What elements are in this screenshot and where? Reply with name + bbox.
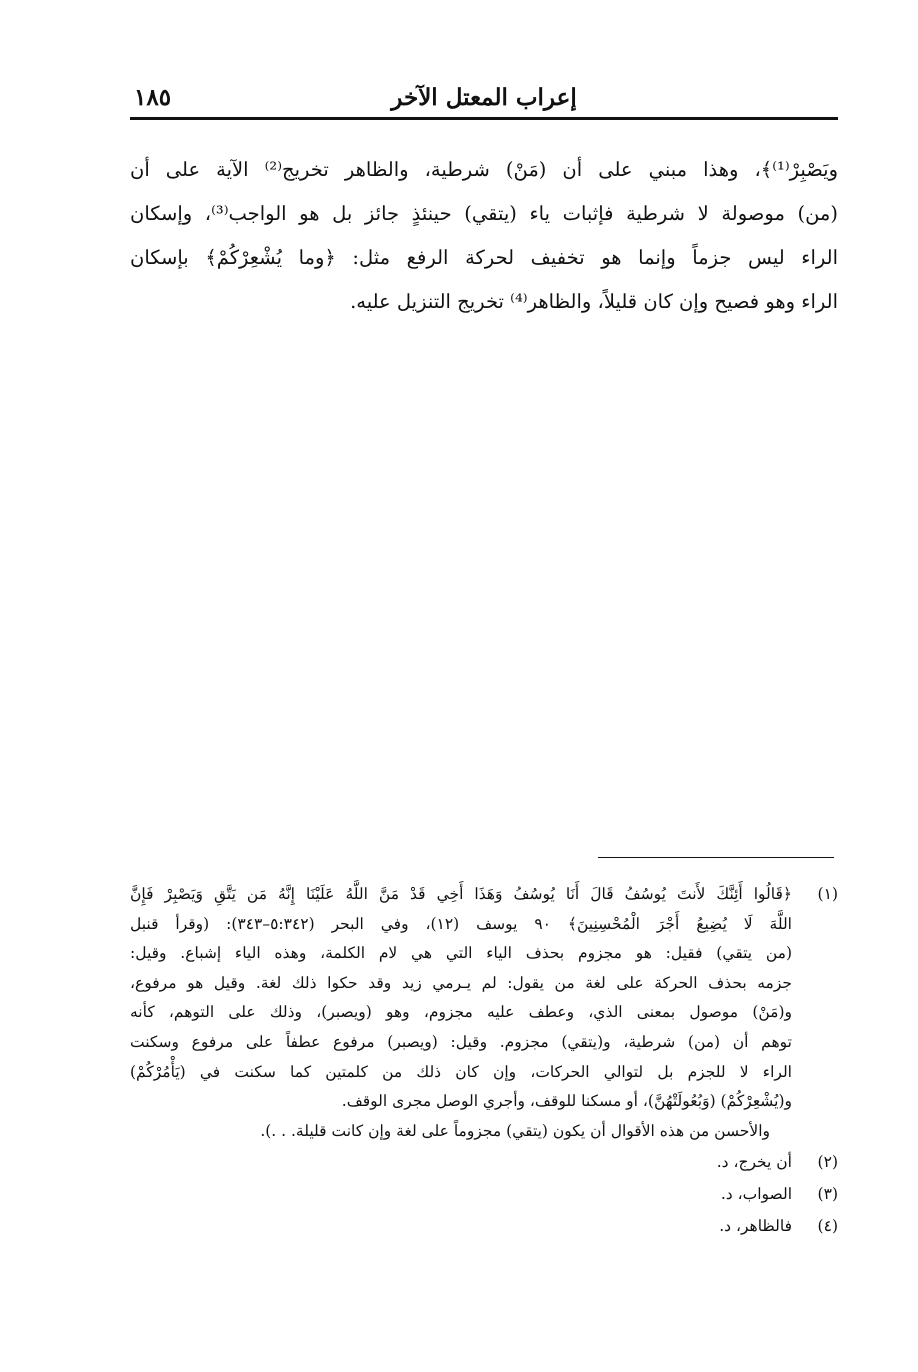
footnote-closing: والأحسن من هذه الأقوال أن يكون (يتقي) مجزوماً على لغة وإن كانت قليلة. . .). bbox=[260, 1121, 770, 1140]
footnote-line: الراء لا للجزم بل لتوالي الحركات، وإن كان ذلك من كلمتين كما سكنت في (يَأْمُرْكُمْ) bbox=[130, 1062, 792, 1081]
page-header bbox=[130, 84, 838, 118]
footnote-line: فالظاهر، د. bbox=[719, 1216, 792, 1235]
page-number: ١٨٥ bbox=[134, 84, 172, 111]
footnote-line: و(يُشْعِرْكُمْ) (وَبُعُولَتْهُنَّ)، أو مسكنا للوقف، وأجري الوصل مجرى الوقف. bbox=[341, 1092, 792, 1111]
footnote-line: الصواب، د. bbox=[720, 1184, 792, 1203]
body-line: (من) موصولة لا شرطية فإثبات ياء (يتقي) حينئذٍ جائز بل هو الواجب⁽³⁾، وإسكان bbox=[130, 202, 838, 225]
footnote-number: (٢) bbox=[817, 1153, 838, 1172]
main-text bbox=[130, 148, 838, 324]
footnote-line: (من يتقي) فقيل: هو مجزوم بحذف الياء التي هي لام الكلمة، وهذه الياء إشباع. وقيل: bbox=[130, 944, 792, 963]
footnotes bbox=[130, 880, 838, 1241]
footnote-line: ﴿قَالُوا أَئِنَّكَ لأَنتَ يُوسُفُ قَالَ أَنَا يُوسُفُ وَهَذَا أَخِي قَدْ مَنَّ اللَّهُ عَلَيْنَا إِنَّهُ مَن يَتَّقِ وَيَصْبِرْ فَإِنَّ bbox=[130, 885, 792, 903]
body-line: الراء ليس جزماً وإنما هو تخفيف لحركة الرفع مثل: ﴿وما يُشْعِرْكُمْ﴾ بإسكان bbox=[130, 246, 838, 269]
footnote-line: و(مَنْ) موصول بمعنى الذي، وعطف عليه مجزوم، وهو (ويصبر)، وذلك على التوهم، كأنه bbox=[130, 1003, 792, 1022]
body-line: ويَصْبِرْ⁽¹⁾﴾، وهذا مبني على أن (مَنْ) شرطية، والظاهر تخريج⁽²⁾ الآية على أن bbox=[130, 158, 838, 181]
footnote-line: جزمه بحذف الحركة على لغة من يقول: لم يـرمي زيد وقد حكوا ذلك لغة. وقيل هو مرفوع، bbox=[130, 973, 792, 992]
footnote-number: (٤) bbox=[817, 1216, 838, 1235]
footnote-number: (١) bbox=[817, 885, 838, 903]
body-line: الراء وهو فصيح وإن كان قليلاً، والظاهر⁽⁴⁾ تخريج التنزيل عليه. bbox=[350, 290, 838, 313]
footnote-1 bbox=[130, 880, 838, 1146]
footnote-2 bbox=[130, 1148, 838, 1178]
footnote-separator bbox=[598, 857, 834, 858]
header-rule bbox=[130, 117, 838, 120]
footnote-3 bbox=[130, 1180, 838, 1210]
footnote-number: (٣) bbox=[817, 1184, 838, 1203]
footnote-line: اللَّهَ لَا يُضِيعُ أَجْرَ الْمُحْسِنِينَ﴾ ٩٠ يوسف (١٢)، وفي البحر (٥:٣٤٢–٣٤٣): (وقرأ قنبل bbox=[130, 914, 792, 933]
footnote-line: أن يخرج، د. bbox=[716, 1153, 792, 1172]
running-title: إعراب المعتل الآخر bbox=[391, 84, 577, 111]
footnote-line: توهم أن (من) شرطية، و(يتقي) مجزوم. وقيل: (ويصبر) مرفوع عطفاً على مرفوع وسكنت bbox=[130, 1032, 792, 1051]
footnote-4 bbox=[130, 1212, 838, 1242]
